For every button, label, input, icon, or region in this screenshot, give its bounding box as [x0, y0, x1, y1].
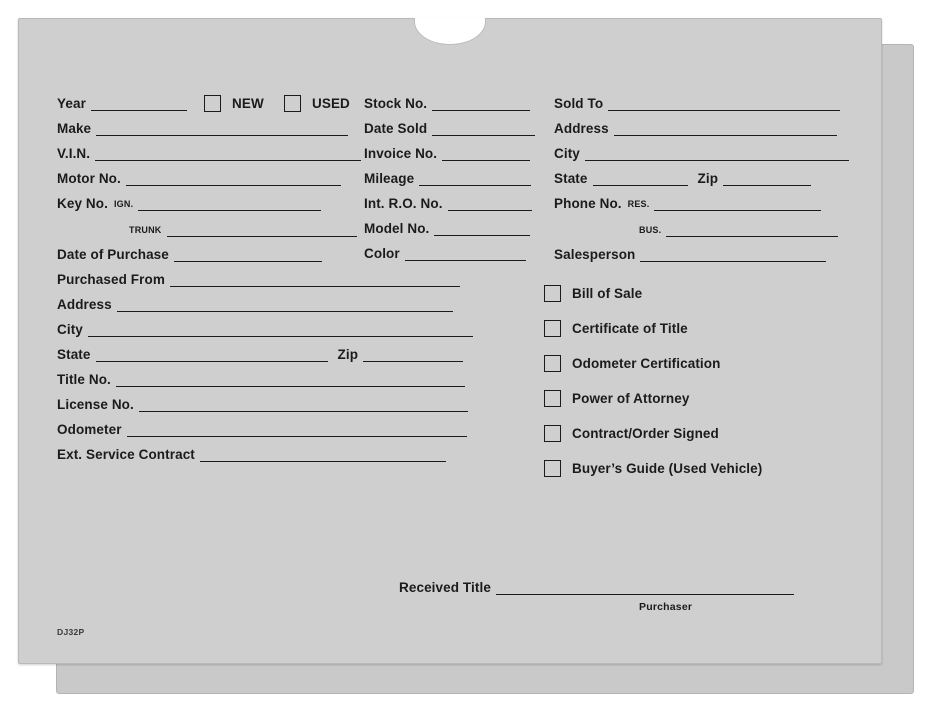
checkbox-square-buyers-guide[interactable] — [544, 460, 561, 477]
checkbox-label-new: NEW — [232, 96, 264, 111]
checkbox-square-new[interactable] — [204, 95, 221, 112]
checklist-label-power-of-attorney: Power of Attorney — [572, 391, 690, 406]
field-label-state-sold-to: State — [554, 171, 588, 186]
field-line-mileage[interactable] — [419, 172, 531, 186]
checklist-label-buyers-guide: Buyer’s Guide (Used Vehicle) — [572, 461, 763, 476]
field-line-key-no-ign[interactable] — [138, 197, 321, 211]
checklist-item-bill-of-sale[interactable] — [544, 285, 642, 302]
field-label-zip-sold-to: Zip — [697, 171, 719, 186]
field-license-no[interactable] — [57, 398, 468, 412]
checklist-item-odometer-certification[interactable] — [544, 355, 720, 372]
field-label-zip-purchased: Zip — [337, 347, 359, 362]
field-sublabel-res: RES. — [627, 199, 650, 209]
field-color[interactable] — [364, 247, 526, 261]
checklist-label-certificate-of-title: Certificate of Title — [572, 321, 688, 336]
checklist-item-certificate-of-title[interactable] — [544, 320, 688, 337]
field-line-city-purchased[interactable] — [88, 323, 473, 337]
field-line-stock-no[interactable] — [432, 97, 530, 111]
field-city-purchased[interactable] — [57, 323, 473, 337]
checklist-label-bill-of-sale: Bill of Sale — [572, 286, 643, 301]
field-label-state-purchased: State — [57, 347, 91, 362]
field-purchased-from[interactable] — [57, 273, 460, 287]
field-phone-no-bus[interactable] — [639, 223, 838, 237]
field-line-date-of-purchase[interactable] — [174, 248, 322, 262]
field-label-sold-to: Sold To — [554, 96, 604, 111]
field-label-motor-no: Motor No. — [57, 171, 121, 186]
field-mileage[interactable] — [364, 172, 531, 186]
field-sold-to[interactable] — [554, 97, 840, 111]
checkbox-square-contract-order-signed[interactable] — [544, 425, 561, 442]
field-label-license-no: License No. — [57, 397, 134, 412]
field-odometer[interactable] — [57, 423, 467, 437]
field-label-odometer: Odometer — [57, 422, 122, 437]
field-label-phone-no: Phone No. — [554, 196, 622, 211]
field-phone-no-res[interactable] — [554, 197, 821, 211]
field-model-no[interactable] — [364, 222, 530, 236]
field-motor-no[interactable] — [57, 172, 341, 186]
field-city-sold-to[interactable] — [554, 147, 849, 161]
field-line-odometer[interactable] — [127, 423, 467, 437]
field-sublabel-bus: BUS. — [639, 225, 662, 235]
field-line-make[interactable] — [96, 122, 348, 136]
field-date-of-purchase[interactable] — [57, 248, 322, 262]
checklist-item-contract-order-signed[interactable] — [544, 425, 719, 442]
field-line-state-sold-to[interactable] — [593, 172, 688, 186]
field-address-purchased[interactable] — [57, 298, 453, 312]
checkbox-used[interactable] — [284, 95, 350, 112]
field-line-license-no[interactable] — [139, 398, 468, 412]
field-vin[interactable] — [57, 147, 361, 161]
checklist-label-odometer-certification: Odometer Certification — [572, 356, 721, 371]
checkbox-square-power-of-attorney[interactable] — [544, 390, 561, 407]
printed-form — [19, 19, 881, 663]
field-line-year[interactable] — [91, 97, 187, 111]
field-date-sold[interactable] — [364, 122, 535, 136]
checkbox-label-used: USED — [312, 96, 350, 111]
field-key-no-ign[interactable] — [57, 197, 321, 211]
checklist-item-buyers-guide[interactable] — [544, 460, 762, 477]
field-received-title[interactable] — [399, 581, 794, 595]
field-ext-service-contract[interactable] — [57, 448, 446, 462]
field-make[interactable] — [57, 122, 348, 136]
checkbox-square-bill-of-sale[interactable] — [544, 285, 561, 302]
field-label-address-sold-to: Address — [554, 121, 609, 136]
field-line-zip-purchased[interactable] — [363, 348, 463, 362]
field-title-no[interactable] — [57, 373, 465, 387]
checklist-item-power-of-attorney[interactable] — [544, 390, 689, 407]
checkbox-square-odometer-certification[interactable] — [544, 355, 561, 372]
field-line-int-ro-no[interactable] — [448, 197, 532, 211]
field-line-sold-to[interactable] — [608, 97, 840, 111]
field-address-sold-to[interactable] — [554, 122, 837, 136]
field-label-int-ro-no: Int. R.O. No. — [364, 196, 443, 211]
field-label-stock-no: Stock No. — [364, 96, 428, 111]
field-label-salesperson: Salesperson — [554, 247, 636, 262]
field-line-vin[interactable] — [95, 147, 361, 161]
field-line-purchased-from[interactable] — [170, 273, 460, 287]
field-line-color[interactable] — [405, 247, 526, 261]
field-label-city-sold-to: City — [554, 146, 580, 161]
field-label-model-no: Model No. — [364, 221, 430, 236]
form-code: DJ32P — [57, 627, 85, 637]
signature-caption-purchaser: Purchaser — [639, 601, 693, 613]
field-label-year: Year — [57, 96, 86, 111]
field-line-date-sold[interactable] — [432, 122, 535, 136]
field-line-motor-no[interactable] — [126, 172, 341, 186]
field-line-address-purchased[interactable] — [117, 298, 453, 312]
field-state-zip-sold-to[interactable] — [554, 172, 811, 186]
field-line-title-no[interactable] — [116, 373, 465, 387]
field-label-invoice-no: Invoice No. — [364, 146, 438, 161]
field-state-purchased[interactable] — [57, 348, 463, 362]
field-line-salesperson[interactable] — [640, 248, 826, 262]
field-label-date-sold: Date Sold — [364, 121, 428, 136]
checkbox-square-used[interactable] — [284, 95, 301, 112]
field-stock-no[interactable] — [364, 97, 530, 111]
field-line-phone-no-bus[interactable] — [666, 223, 838, 237]
field-invoice-no[interactable] — [364, 147, 530, 161]
field-label-date-of-purchase: Date of Purchase — [57, 247, 169, 262]
field-label-mileage: Mileage — [364, 171, 415, 186]
field-line-phone-no-res[interactable] — [654, 197, 821, 211]
field-int-ro-no[interactable] — [364, 197, 532, 211]
field-salesperson[interactable] — [554, 248, 826, 262]
field-line-key-no-trunk[interactable] — [167, 223, 357, 237]
field-label-address-purchased: Address — [57, 297, 112, 312]
checklist-label-contract-order-signed: Contract/Order Signed — [572, 426, 719, 441]
field-label-key-no: Key No. — [57, 196, 108, 211]
field-label-title-no: Title No. — [57, 372, 111, 387]
field-line-ext-service-contract[interactable] — [200, 448, 446, 462]
field-label-city-purchased: City — [57, 322, 83, 337]
checkbox-new[interactable] — [204, 95, 264, 112]
checkbox-square-certificate-of-title[interactable] — [544, 320, 561, 337]
field-label-color: Color — [364, 246, 400, 261]
field-label-vin: V.I.N. — [57, 146, 91, 161]
field-line-received-title[interactable] — [496, 581, 794, 595]
field-line-invoice-no[interactable] — [442, 147, 530, 161]
field-year[interactable] — [57, 97, 187, 111]
field-label-purchased-from: Purchased From — [57, 272, 165, 287]
field-line-model-no[interactable] — [434, 222, 530, 236]
field-sublabel-trunk: TRUNK — [129, 225, 162, 235]
field-line-state-purchased[interactable] — [96, 348, 328, 362]
field-key-no-trunk[interactable] — [129, 223, 357, 237]
field-sublabel-ign: IGN. — [113, 199, 134, 209]
field-line-zip-sold-to[interactable] — [723, 172, 811, 186]
field-label-ext-service-contract: Ext. Service Contract — [57, 447, 195, 462]
field-line-address-sold-to[interactable] — [614, 122, 837, 136]
field-label-received-title: Received Title — [399, 580, 491, 595]
deal-jacket-envelope — [18, 18, 882, 664]
field-line-city-sold-to[interactable] — [585, 147, 849, 161]
field-label-make: Make — [57, 121, 92, 136]
